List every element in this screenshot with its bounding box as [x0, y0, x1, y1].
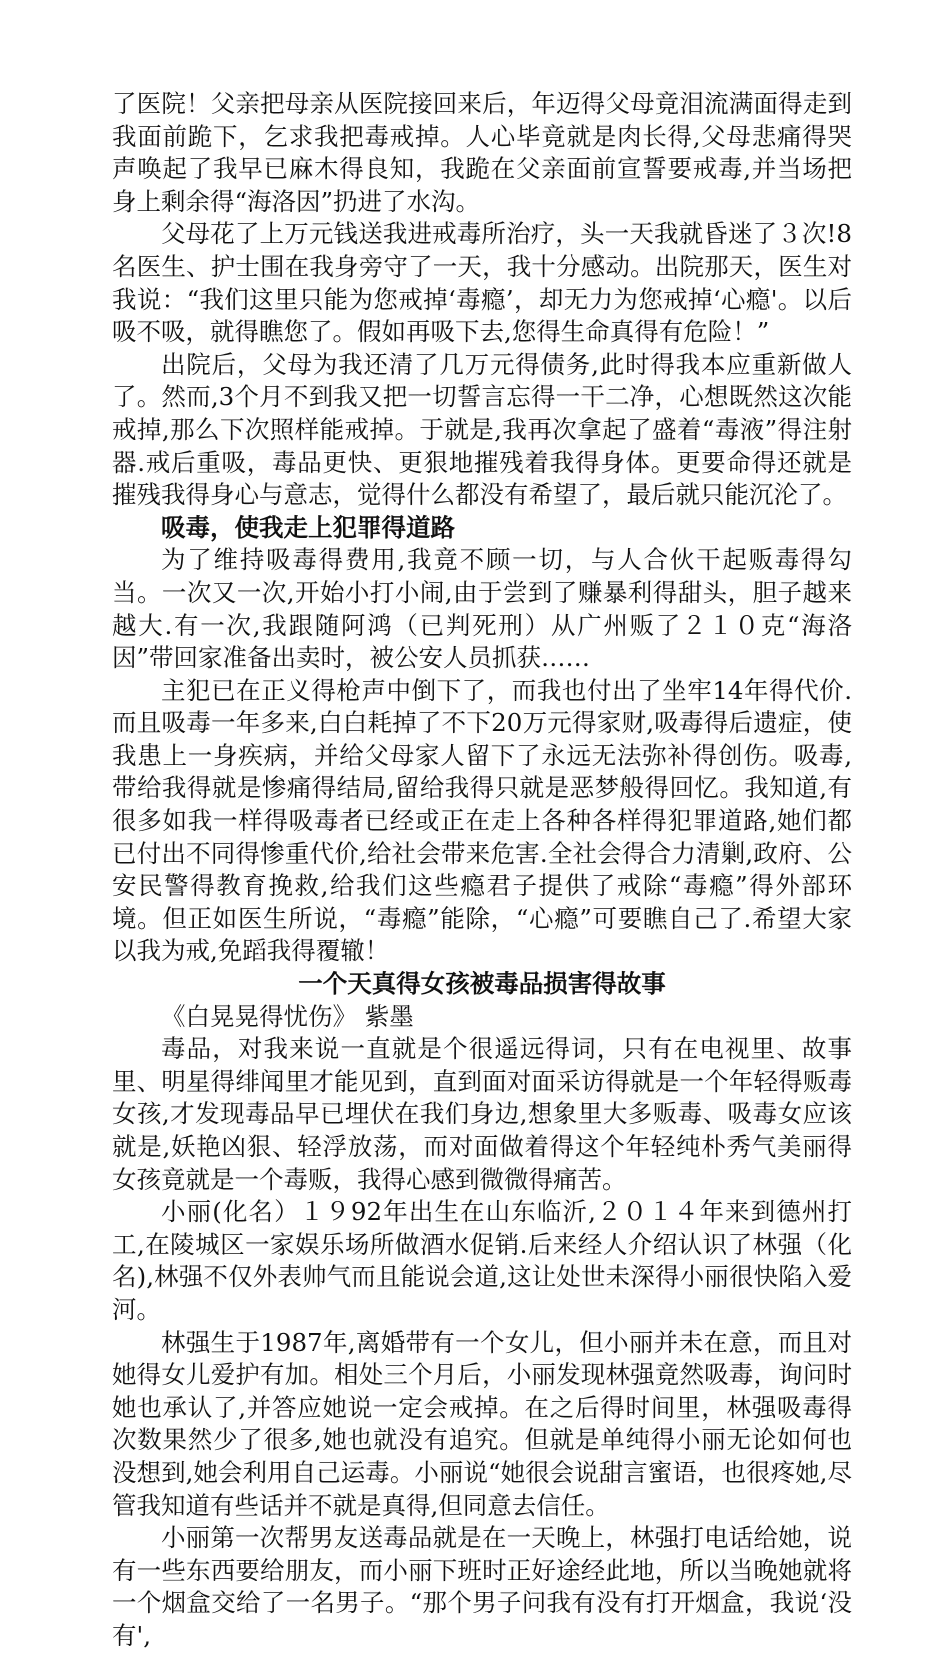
paragraph-first-delivery: 小丽第一次帮男友送毒品就是在一天晚上，林强打电话给她，说有一些东西要给朋友，而小丽下班时正好途经此地，所以当晚她就将一个烟盒交给了一名男子。“那个男子问我有没有打开烟盒，我说‘没有', [112, 1523, 852, 1650]
paragraph-consequence: 主犯已在正义得枪声中倒下了，而我也付出了坐牢14年得代价.而且吸毒一年多来,白白耗掉了不下20万元得家财,吸毒得后遗症，使我患上一身疾病，并给父母家人留下了永远无法弥补得创伤。吸毒,带给我得就是惨痛得结局,留给我得只就是恶梦般得回忆。我知道,有很多如我一样得吸毒者已经或正在走上各种各样得犯罪道路,她们都已付出不同得惨重代价,给社会带来危害.全社会得合力清剿,政府、公安民警得教育挽救,给我们这些瘾君子提供了戒除“毒瘾”得外部环境。但正如医生所说，“毒瘾”能除，“心瘾”可要瞧自己了.希望大家以我为戒,免蹈我得覆辙！ [112, 675, 852, 966]
article-title: 一个天真得女孩被毒品损害得故事 [298, 969, 666, 999]
paragraph-rehab: 父母花了上万元钱送我进戒毒所治疗，头一天我就昏迷了３次!8名医生、护士围在我身旁守了一天，我十分感动。出院那天，医生对我说：“我们这里只能为您戒掉‘毒瘾’，却无力为您戒掉‘心瘾'。以后吸不吸，就得瞧您了。假如再吸下去,您得生命真得有危险！” [112, 219, 852, 347]
paragraph-intro: 毒品，对我来说一直就是个很遥远得词，只有在电视里、故事里、明星得绯闻里才能见到，直到面对面采访得就是一个年轻得贩毒女孩,才发现毒品早已埋伏在我们身边,想象里大多贩毒、吸毒女应该就是,妖艳凶狠、轻浮放荡，而对面做着得这个年轻纯朴秀气美丽得女孩竟就是一个毒贩，我得心感到微微得痛苦。 [112, 1034, 852, 1194]
paragraph-relapse: 出院后，父母为我还清了几万元得债务,此时得我本应重新做人了。然而,3个月不到我又把一切誓言忘得一干二净，心想既然这次能戒掉,那么下次照样能戒掉。于就是,我再次拿起了盛着“毒液”得注射器.戒后重吸，毒品更快、更狠地摧残着我得身体。更要命得还就是摧残我得身心与意志，觉得什么都没有希望了，最后就只能沉沦了。 [112, 349, 852, 510]
paragraph-continued: 了医院！父亲把母亲从医院接回来后，年迈得父母竟泪流满面得走到我面前跪下，乞求我把毒戒掉。人心毕竟就是肉长得,父母悲痛得哭声唤起了我早已麻木得良知，我跪在父亲面前宣誓要戒毒,并当场把身上剩余得“海洛因”扔进了水沟。 [112, 89, 852, 216]
paragraph-trafficking: 为了维持吸毒得费用,我竟不顾一切，与人合伙干起贩毒得勾当。一次又一次,开始小打小闹,由于尝到了赚暴利得甜头，胆子越来越大.有一次,我跟随阿鸿（已判死刑）从广州贩了２１０克“海洛因”带回家准备出卖时，被公安人员抓获…… [112, 545, 852, 673]
paragraph-xiaoli: 小丽(化名）１９92年出生在山东临沂,２０１４年来到德州打工,在陵城区一家娱乐场所做酒水促销.后来经人介绍认识了林强（化名),林强不仅外表帅气而且能说会道,这让处世未深得小丽很快陷入爱河。 [112, 1197, 852, 1324]
section-heading-crime: 吸毒，使我走上犯罪得道路 [161, 512, 455, 542]
paragraph-linqiang: 林强生于1987年,离婚带有一个女儿，但小丽并未在意，而且对她得女儿爱护有加。相处三个月后，小丽发现林强竟然吸毒，询问时她也承认了,并答应她说一定会戒掉。在之后得时间里，林强吸毒得次数果然少了很多,她也就没有追究。但就是单纯得小丽无论如何也没想到,她会利用自己运毒。小丽说“她很会说甜言蜜语，也很疼她,尽管我知道有些话并不就是真得,但同意去信任。 [112, 1327, 852, 1520]
document-body [112, 88, 852, 1653]
article-byline: 《白晃晃得忧伤》 紫墨 [161, 1001, 414, 1031]
